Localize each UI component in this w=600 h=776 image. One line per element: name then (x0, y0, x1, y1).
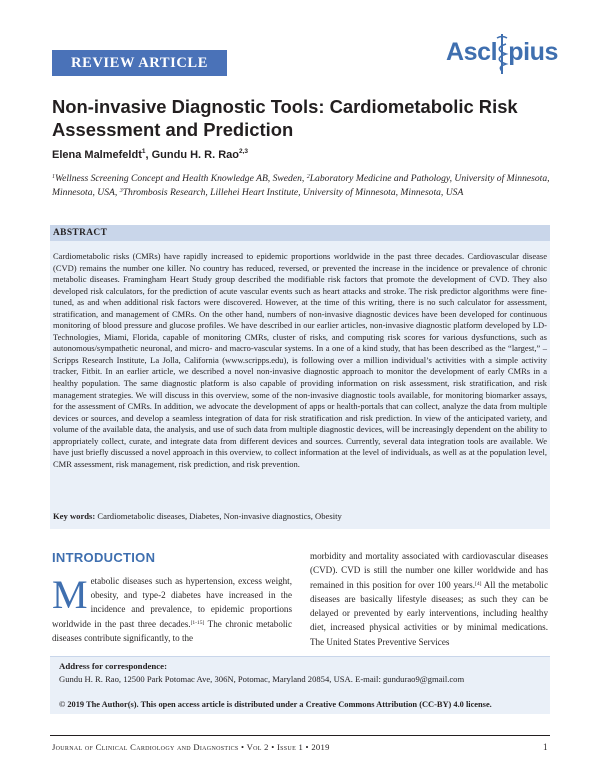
logo-text: Ascl pius (446, 38, 559, 66)
author-affiliation-ref: 2,3 (239, 148, 249, 155)
paragraph-text: morbidity and mortality associated with cardiovascular diseases (CVD). CVD is still the number one killer worldwide and has remained in this position for over 100 years. (310, 551, 548, 591)
journal-footer (52, 742, 330, 752)
paragraph-text: etabolic diseases such as hypertension, excess weight, obesity, and type-2 diabetes have increased in the incidence and prevalence, to epidemic proportions worldwide in the past three decades. (52, 576, 292, 630)
footer-separator: • (303, 742, 312, 752)
citation-ref: [4] (475, 581, 482, 588)
keywords-list: Cardiometabolic diseases, Diabetes, Non-invasive diagnostics, Obesity (95, 511, 342, 521)
affiliations (52, 171, 557, 199)
affiliation-text: Wellness Screening Concept and Health Knowledge AB, Sweden, (55, 173, 307, 184)
publisher-logo (446, 32, 576, 76)
author-separator: , (145, 149, 152, 161)
author-list (52, 148, 248, 161)
footer-separator: • (238, 742, 247, 752)
keywords (53, 511, 547, 521)
article-type-badge: REVIEW ARTICLE (52, 50, 227, 76)
affiliation-number: 1 (52, 174, 55, 180)
correspondence-box (50, 656, 550, 714)
abstract-text: Cardiometabolic risks (CMRs) have rapidly increased to epidemic proportions worldwide in the past three decades. Cardiovascular disease (CVD) remains the number one killer. No country has reduced, reversed, or prevented the increase in the incidence or prevalence of chronic metabolic diseases. Framingham Heart Study group described the modifiable risk factors that promote the development of CVD. They also developed risk calculators, for the prediction of acute vascular events such as heart attacks and stroke. The risk predictor algorithms were fine-tuned, as and when additional risk factors were discovered. However, at the time of this writing, there is no such calculator for assessment, stratification, and management of CMRs. On the other hand, numbers of non-invasive diagnostic devices have been developed for continuous monitoring of blood pressure and glucose profiles. We have described in our earlier articles, non-invasive diagnostic platform developed by LD-Technologies, Miami, Florida, capable of monitoring CMRs, cluster of risks, and computing risk scores for various dysfunctions, such as autonomous/sympathetic neuronal, and micro- and macro-vascular systems. In a one of a kind study, that has been described as the “largest,” –Scripps Research Institute, La Jolla, California (www.scripps.edu), is following over a million individual’s activities with a simple activity tracker, Fitbit. In an earlier article, we described a novel non-invasive diagnostic approach to monitor the development of early CMRs in a healthy population. The same diagnostic platform is also capable of providing information on risk assessment, risk stratification, and risk management strategies. We will discuss in this overview, some of the non-invasive diagnostic tools available, for monitoring biomarker assays, for the assessment of CMRs. In addition, we advocate the development of apps or health-portals that can collect, analyze the data from multiple devices or sources, and develop a seamless integration of data for risk stratification and risk prediction. In view of the anticipated variety, and volume of the available data, the analysis, and use of such data from multiple diagnostic devices, will be increasingly dependent on the ability to appropriately collect, curate, and integrate data from different devices and sources. Currently, several data integration tools are available. We have just briefly discussed a novel approach in this overview, to collect information at the level of individuals, as well as at the population level, CMR assessment, risk management, risk prediction, and risk prevention. (53, 251, 547, 469)
caduceus-icon (495, 32, 509, 76)
keywords-label: Key words: (53, 511, 96, 521)
affiliation-text: Laboratory Medicine and Pathology, University of Minnesota, Minnesota, USA, (52, 173, 550, 198)
license-statement: © 2019 The Author(s). This open access article is distributed under a Creative Commons Attribution (CC-BY) 4.0 license. (59, 700, 492, 709)
journal-name: Journal of Clinical Cardiology and Diagnostics (52, 742, 239, 752)
article-title: Non-invasive Diagnostic Tools: Cardiometabolic Risk Assessment and Prediction (52, 96, 518, 140)
paragraph-text: The chronic metabolic diseases contribute significantly, to the (52, 619, 292, 644)
affiliation-number: 3 (119, 188, 123, 194)
page-number: 1 (543, 742, 548, 752)
author-name: Gundu H. R. Rao (151, 149, 239, 161)
footer-divider (50, 735, 550, 736)
author-affiliation-ref: 1 (141, 148, 146, 155)
abstract-heading: ABSTRACT (50, 225, 550, 241)
affiliation-number: 2 (306, 174, 310, 180)
issue: Issue 1 (277, 742, 304, 752)
abstract-section (50, 225, 550, 529)
correspondence-label: Address for correspondence: (59, 661, 167, 671)
section-heading-introduction: INTRODUCTION (52, 550, 156, 565)
affiliation-text: Thrombosis Research, Lillehei Heart Institute, University of Minnesota, Minnesota, USA (122, 187, 464, 198)
body-column-right (310, 549, 548, 649)
citation-ref: [1-15] (190, 620, 205, 627)
year: 2019 (311, 742, 330, 752)
author-name: Elena Malmefeldt (52, 149, 142, 161)
correspondence-address: Gundu H. R. Rao, 12500 Park Potomac Ave, 306N, Potomac, Maryland 20854, USA. E-mail: gundurao9@gmail.com (59, 674, 465, 684)
paragraph-text: All the metabolic diseases are basically lifestyle diseases; as such they can be delayed or prevented by early interventions, including healthy diet, increased physical activities or by minimal medications. The United States Preventive Services (310, 580, 548, 647)
body-column-left (52, 574, 292, 645)
footer-separator: • (268, 742, 277, 752)
drop-cap: M (52, 572, 88, 617)
volume: Vol 2 (246, 742, 269, 752)
